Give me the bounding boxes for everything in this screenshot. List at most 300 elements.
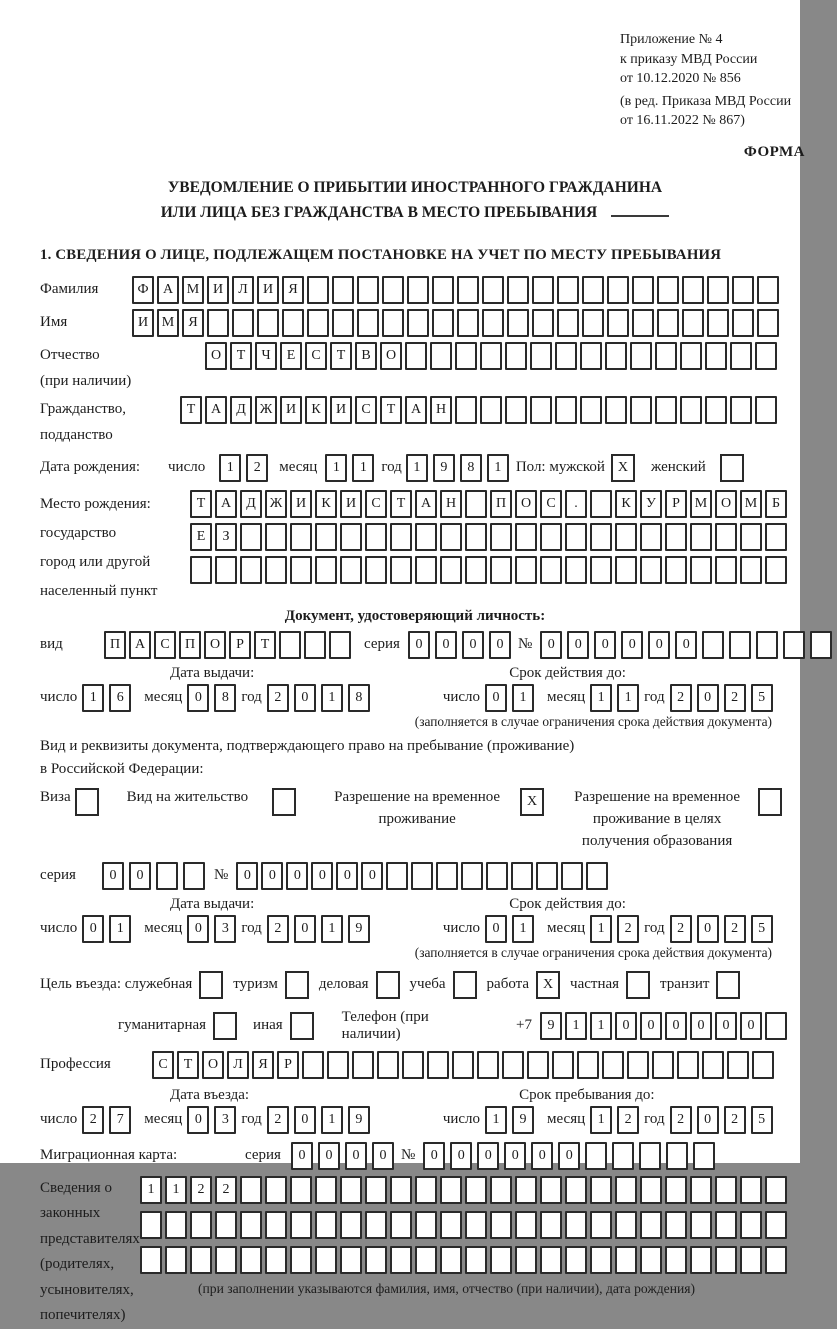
char-cell[interactable]: Ч [255,342,277,370]
char-cell[interactable] [640,1246,662,1274]
char-cell[interactable] [290,556,312,584]
char-cell[interactable]: 1 [590,684,612,712]
char-cell[interactable]: 2 [267,684,289,712]
char-cell[interactable] [507,276,529,304]
char-cell[interactable]: 2 [617,1106,639,1134]
char-cell[interactable] [382,309,404,337]
char-cell[interactable] [732,276,754,304]
char-cell[interactable] [240,1246,262,1274]
char-cell[interactable]: О [202,1051,224,1079]
char-cell[interactable]: К [315,490,337,518]
char-cell[interactable] [755,396,777,424]
char-cell[interactable]: С [365,490,387,518]
purpose-official-checkbox[interactable] [199,971,223,999]
char-cell[interactable] [340,1246,362,1274]
char-cell[interactable]: 2 [617,915,639,943]
char-cell[interactable] [657,309,679,337]
char-cell[interactable]: 1 [590,1012,612,1040]
char-cell[interactable]: 1 [406,454,428,482]
char-cell[interactable] [240,556,262,584]
char-cell[interactable]: 1 [485,1106,507,1134]
char-cell[interactable] [390,556,412,584]
char-cell[interactable] [240,1211,262,1239]
char-cell[interactable] [290,523,312,551]
char-cell[interactable]: 1 [512,684,534,712]
char-cell[interactable] [665,1211,687,1239]
char-cell[interactable] [690,523,712,551]
char-cell[interactable] [715,556,737,584]
char-cell[interactable] [612,1142,634,1170]
char-cell[interactable] [427,1051,449,1079]
char-cell[interactable]: С [154,631,176,659]
char-cell[interactable] [430,342,452,370]
char-cell[interactable] [707,276,729,304]
char-cell[interactable]: Ф [132,276,154,304]
char-cell[interactable] [190,556,212,584]
char-cell[interactable]: 8 [214,684,236,712]
char-cell[interactable]: Я [182,309,204,337]
char-cell[interactable] [783,631,805,659]
char-cell[interactable] [505,342,527,370]
char-cell[interactable] [290,1211,312,1239]
char-cell[interactable] [730,396,752,424]
char-cell[interactable]: 1 [82,684,104,712]
residence-permit-checkbox[interactable] [272,788,296,816]
char-cell[interactable]: 2 [670,684,692,712]
char-cell[interactable] [315,556,337,584]
char-cell[interactable]: 0 [740,1012,762,1040]
char-cell[interactable] [590,490,612,518]
char-cell[interactable] [540,1246,562,1274]
char-cell[interactable] [607,276,629,304]
char-cell[interactable]: Ж [265,490,287,518]
char-cell[interactable] [555,396,577,424]
char-cell[interactable]: 0 [129,862,151,890]
char-cell[interactable]: 0 [594,631,616,659]
char-cell[interactable]: Н [440,490,462,518]
char-cell[interactable] [207,309,229,337]
char-cell[interactable]: А [157,276,179,304]
char-cell[interactable] [565,1211,587,1239]
char-cell[interactable]: Т [254,631,276,659]
char-cell[interactable] [540,556,562,584]
char-cell[interactable] [727,1051,749,1079]
char-cell[interactable] [530,342,552,370]
char-cell[interactable] [282,309,304,337]
char-cell[interactable]: 1 [352,454,374,482]
char-cell[interactable]: С [355,396,377,424]
purpose-private-checkbox[interactable] [626,971,650,999]
char-cell[interactable] [640,523,662,551]
char-cell[interactable] [765,523,787,551]
char-cell[interactable] [729,631,751,659]
char-cell[interactable]: 0 [697,1106,719,1134]
char-cell[interactable]: 0 [567,631,589,659]
char-cell[interactable] [140,1246,162,1274]
char-cell[interactable]: 1 [617,684,639,712]
char-cell[interactable] [329,631,351,659]
char-cell[interactable] [440,556,462,584]
char-cell[interactable] [507,309,529,337]
char-cell[interactable] [165,1246,187,1274]
char-cell[interactable] [315,1246,337,1274]
char-cell[interactable] [532,276,554,304]
char-cell[interactable]: 2 [724,1106,746,1134]
char-cell[interactable] [457,276,479,304]
char-cell[interactable] [377,1051,399,1079]
char-cell[interactable] [265,556,287,584]
char-cell[interactable]: 0 [504,1142,526,1170]
char-cell[interactable]: Д [240,490,262,518]
char-cell[interactable] [340,556,362,584]
char-cell[interactable]: О [204,631,226,659]
purpose-other-checkbox[interactable] [290,1012,314,1040]
char-cell[interactable]: 0 [372,1142,394,1170]
char-cell[interactable] [590,556,612,584]
char-cell[interactable] [657,276,679,304]
char-cell[interactable]: 0 [187,915,209,943]
char-cell[interactable] [615,1246,637,1274]
char-cell[interactable] [585,1142,607,1170]
char-cell[interactable]: С [540,490,562,518]
char-cell[interactable] [652,1051,674,1079]
char-cell[interactable]: М [157,309,179,337]
char-cell[interactable] [765,1211,787,1239]
char-cell[interactable]: 0 [531,1142,553,1170]
char-cell[interactable]: 0 [540,631,562,659]
char-cell[interactable]: 1 [512,915,534,943]
char-cell[interactable] [752,1051,774,1079]
char-cell[interactable]: М [690,490,712,518]
char-cell[interactable] [190,1211,212,1239]
char-cell[interactable] [165,1211,187,1239]
char-cell[interactable]: Р [277,1051,299,1079]
char-cell[interactable] [515,1211,537,1239]
char-cell[interactable] [590,523,612,551]
char-cell[interactable] [240,1176,262,1204]
char-cell[interactable] [580,342,602,370]
char-cell[interactable] [677,1051,699,1079]
char-cell[interactable]: 0 [477,1142,499,1170]
char-cell[interactable]: 0 [485,915,507,943]
char-cell[interactable] [386,862,408,890]
purpose-study-checkbox[interactable] [453,971,477,999]
char-cell[interactable]: 9 [433,454,455,482]
char-cell[interactable]: 0 [261,862,283,890]
char-cell[interactable] [680,396,702,424]
char-cell[interactable] [327,1051,349,1079]
sex-male-checkbox[interactable]: Х [611,454,635,482]
char-cell[interactable] [279,631,301,659]
char-cell[interactable]: О [205,342,227,370]
char-cell[interactable] [240,523,262,551]
char-cell[interactable]: Б [765,490,787,518]
char-cell[interactable]: 1 [590,915,612,943]
char-cell[interactable]: 1 [109,915,131,943]
char-cell[interactable] [627,1051,649,1079]
char-cell[interactable] [402,1051,424,1079]
char-cell[interactable] [540,523,562,551]
char-cell[interactable] [455,342,477,370]
char-cell[interactable]: 0 [640,1012,662,1040]
char-cell[interactable]: П [490,490,512,518]
char-cell[interactable] [755,342,777,370]
char-cell[interactable]: 0 [462,631,484,659]
char-cell[interactable] [740,556,762,584]
char-cell[interactable] [590,1246,612,1274]
char-cell[interactable]: 1 [140,1176,162,1204]
char-cell[interactable]: 8 [348,684,370,712]
char-cell[interactable] [740,523,762,551]
char-cell[interactable]: 2 [670,915,692,943]
char-cell[interactable] [707,309,729,337]
char-cell[interactable] [140,1211,162,1239]
visa-checkbox[interactable] [75,788,99,816]
char-cell[interactable] [555,342,577,370]
char-cell[interactable] [740,1246,762,1274]
char-cell[interactable]: Я [252,1051,274,1079]
char-cell[interactable]: 0 [697,684,719,712]
char-cell[interactable] [527,1051,549,1079]
char-cell[interactable] [590,1176,612,1204]
char-cell[interactable]: 0 [697,915,719,943]
purpose-humanitarian-checkbox[interactable] [213,1012,237,1040]
char-cell[interactable] [183,862,205,890]
char-cell[interactable] [480,396,502,424]
char-cell[interactable] [732,309,754,337]
char-cell[interactable]: Т [177,1051,199,1079]
char-cell[interactable] [557,309,579,337]
char-cell[interactable] [440,523,462,551]
char-cell[interactable] [655,342,677,370]
char-cell[interactable] [665,1176,687,1204]
char-cell[interactable]: Л [227,1051,249,1079]
char-cell[interactable] [482,276,504,304]
char-cell[interactable] [315,1211,337,1239]
char-cell[interactable] [465,1211,487,1239]
char-cell[interactable] [632,276,654,304]
char-cell[interactable] [340,1176,362,1204]
char-cell[interactable]: Н [430,396,452,424]
char-cell[interactable] [690,1246,712,1274]
char-cell[interactable] [265,1176,287,1204]
char-cell[interactable]: 0 [102,862,124,890]
char-cell[interactable]: 0 [435,631,457,659]
char-cell[interactable] [682,309,704,337]
char-cell[interactable] [756,631,778,659]
char-cell[interactable] [765,556,787,584]
char-cell[interactable] [515,1246,537,1274]
char-cell[interactable] [455,396,477,424]
char-cell[interactable]: 0 [294,684,316,712]
char-cell[interactable]: 2 [246,454,268,482]
char-cell[interactable] [765,1176,787,1204]
char-cell[interactable]: У [640,490,662,518]
char-cell[interactable] [590,1211,612,1239]
char-cell[interactable]: 0 [187,684,209,712]
char-cell[interactable]: 9 [348,915,370,943]
char-cell[interactable] [432,276,454,304]
char-cell[interactable] [302,1051,324,1079]
char-cell[interactable] [630,396,652,424]
char-cell[interactable]: 0 [294,915,316,943]
char-cell[interactable] [457,309,479,337]
char-cell[interactable] [415,1246,437,1274]
char-cell[interactable] [315,1176,337,1204]
char-cell[interactable] [690,556,712,584]
purpose-transit-checkbox[interactable] [716,971,740,999]
char-cell[interactable]: Т [180,396,202,424]
char-cell[interactable]: М [740,490,762,518]
char-cell[interactable]: 0 [648,631,670,659]
char-cell[interactable]: 0 [615,1012,637,1040]
char-cell[interactable] [477,1051,499,1079]
char-cell[interactable]: 0 [187,1106,209,1134]
char-cell[interactable] [532,309,554,337]
char-cell[interactable] [565,1176,587,1204]
char-cell[interactable]: 0 [665,1012,687,1040]
char-cell[interactable]: 2 [215,1176,237,1204]
char-cell[interactable]: Е [190,523,212,551]
char-cell[interactable] [515,556,537,584]
char-cell[interactable]: 7 [109,1106,131,1134]
char-cell[interactable] [415,556,437,584]
char-cell[interactable]: 0 [236,862,258,890]
char-cell[interactable]: 2 [82,1106,104,1134]
char-cell[interactable] [540,1176,562,1204]
char-cell[interactable]: 0 [294,1106,316,1134]
char-cell[interactable] [290,1246,312,1274]
char-cell[interactable]: 1 [165,1176,187,1204]
char-cell[interactable]: 0 [621,631,643,659]
char-cell[interactable]: А [215,490,237,518]
char-cell[interactable]: 0 [82,915,104,943]
char-cell[interactable] [682,276,704,304]
char-cell[interactable] [502,1051,524,1079]
char-cell[interactable]: З [215,523,237,551]
purpose-business-checkbox[interactable] [376,971,400,999]
char-cell[interactable] [639,1142,661,1170]
char-cell[interactable] [665,523,687,551]
char-cell[interactable]: К [305,396,327,424]
char-cell[interactable] [680,342,702,370]
char-cell[interactable] [265,1246,287,1274]
char-cell[interactable] [715,1246,737,1274]
char-cell[interactable]: 0 [361,862,383,890]
char-cell[interactable] [432,309,454,337]
char-cell[interactable]: 1 [321,1106,343,1134]
char-cell[interactable] [586,862,608,890]
char-cell[interactable] [390,1246,412,1274]
char-cell[interactable]: 0 [318,1142,340,1170]
char-cell[interactable] [307,309,329,337]
char-cell[interactable] [730,342,752,370]
char-cell[interactable]: И [132,309,154,337]
char-cell[interactable] [615,523,637,551]
char-cell[interactable]: 0 [408,631,430,659]
char-cell[interactable] [407,309,429,337]
char-cell[interactable] [332,276,354,304]
char-cell[interactable] [582,276,604,304]
char-cell[interactable] [482,309,504,337]
char-cell[interactable] [505,396,527,424]
char-cell[interactable]: Е [280,342,302,370]
char-cell[interactable] [515,1176,537,1204]
char-cell[interactable] [461,862,483,890]
char-cell[interactable] [452,1051,474,1079]
char-cell[interactable]: П [104,631,126,659]
char-cell[interactable]: 5 [751,1106,773,1134]
char-cell[interactable] [365,1176,387,1204]
char-cell[interactable]: И [330,396,352,424]
char-cell[interactable]: О [715,490,737,518]
char-cell[interactable]: 0 [345,1142,367,1170]
char-cell[interactable] [810,631,832,659]
char-cell[interactable]: И [280,396,302,424]
char-cell[interactable]: 2 [267,915,289,943]
char-cell[interactable] [465,1176,487,1204]
char-cell[interactable]: 1 [565,1012,587,1040]
char-cell[interactable]: Ж [255,396,277,424]
char-cell[interactable] [765,1012,787,1040]
char-cell[interactable]: Р [229,631,251,659]
char-cell[interactable]: 3 [214,1106,236,1134]
char-cell[interactable] [715,1176,737,1204]
char-cell[interactable] [357,276,379,304]
char-cell[interactable]: 1 [325,454,347,482]
char-cell[interactable] [352,1051,374,1079]
char-cell[interactable] [415,1211,437,1239]
char-cell[interactable] [490,1211,512,1239]
char-cell[interactable] [632,309,654,337]
char-cell[interactable] [665,1246,687,1274]
char-cell[interactable] [340,523,362,551]
char-cell[interactable] [405,342,427,370]
char-cell[interactable] [265,523,287,551]
char-cell[interactable] [757,309,779,337]
char-cell[interactable] [552,1051,574,1079]
char-cell[interactable] [257,309,279,337]
char-cell[interactable] [390,523,412,551]
char-cell[interactable]: Т [190,490,212,518]
char-cell[interactable] [577,1051,599,1079]
char-cell[interactable] [630,342,652,370]
char-cell[interactable]: Т [380,396,402,424]
char-cell[interactable]: А [129,631,151,659]
char-cell[interactable] [530,396,552,424]
char-cell[interactable] [307,276,329,304]
char-cell[interactable]: 1 [219,454,241,482]
char-cell[interactable] [215,556,237,584]
char-cell[interactable] [340,1211,362,1239]
char-cell[interactable] [480,342,502,370]
char-cell[interactable] [465,490,487,518]
char-cell[interactable] [740,1176,762,1204]
char-cell[interactable] [690,1211,712,1239]
char-cell[interactable]: С [152,1051,174,1079]
char-cell[interactable] [607,309,629,337]
char-cell[interactable] [515,523,537,551]
char-cell[interactable] [265,1211,287,1239]
char-cell[interactable]: 0 [690,1012,712,1040]
char-cell[interactable]: 3 [214,915,236,943]
char-cell[interactable]: . [565,490,587,518]
char-cell[interactable] [705,342,727,370]
char-cell[interactable] [415,523,437,551]
char-cell[interactable]: Л [232,276,254,304]
char-cell[interactable] [440,1176,462,1204]
char-cell[interactable] [693,1142,715,1170]
